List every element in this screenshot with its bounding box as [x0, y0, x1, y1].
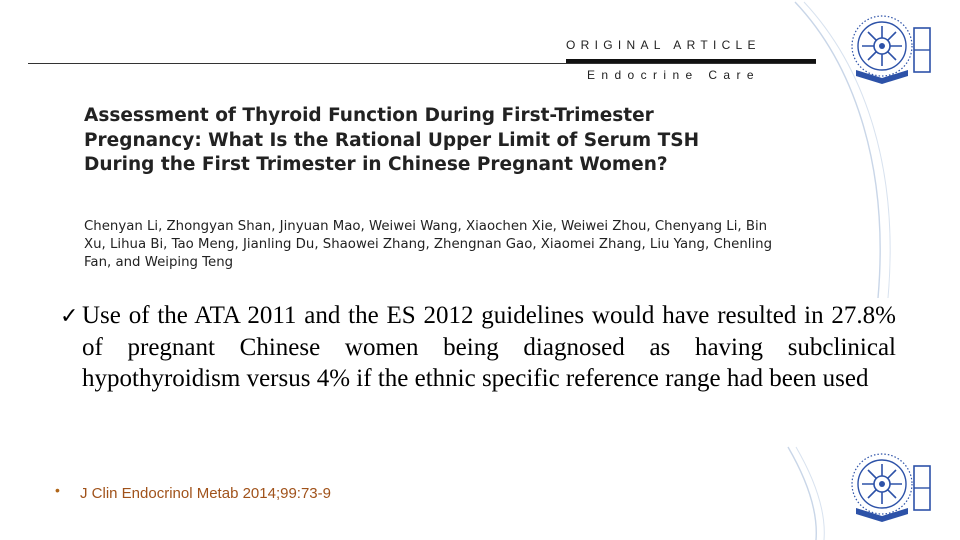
citation-text: J Clin Endocrinol Metab 2014;99:73-9: [80, 485, 331, 502]
bullet-icon: •: [55, 482, 60, 498]
journal-section-label: ORIGINAL ARTICLE: [566, 38, 761, 52]
checkmark-icon: ✓: [60, 304, 79, 329]
finding-text: Use of the ATA 2011 and the ES 2012 guidelines would have resulted in 27.8% of pregnant Chinese women being diagnosed as having subclinical hypothyroidism versus 4% if the ethnic specific reference range had been used: [82, 302, 896, 392]
article-title: Assessment of Thyroid Function During First-Trimester Pregnancy: What Is the Rational Upper Limit of Serum TSH During the First Trimester in Chinese Pregnant Women?: [84, 105, 700, 175]
article-authors: Chenyan Li, Zhongyan Shan, Jinyuan Mao, Weiwei Wang, Xiaochen Xie, Weiwei Zhou, Chenyang Li, Bin Xu, Lihua Bi, Tao Meng, Jianling Du, Shaowei Zhang, Zhengnan Gao, Xiaomei Zhang, Liu Yang, Chenling Fan, and Weiping Teng: [84, 219, 773, 270]
university-logo-icon: [842, 448, 938, 524]
header-rule: [28, 63, 816, 64]
university-logo-icon: [842, 10, 938, 86]
journal-subsection-label: Endocrine Care: [587, 68, 760, 82]
